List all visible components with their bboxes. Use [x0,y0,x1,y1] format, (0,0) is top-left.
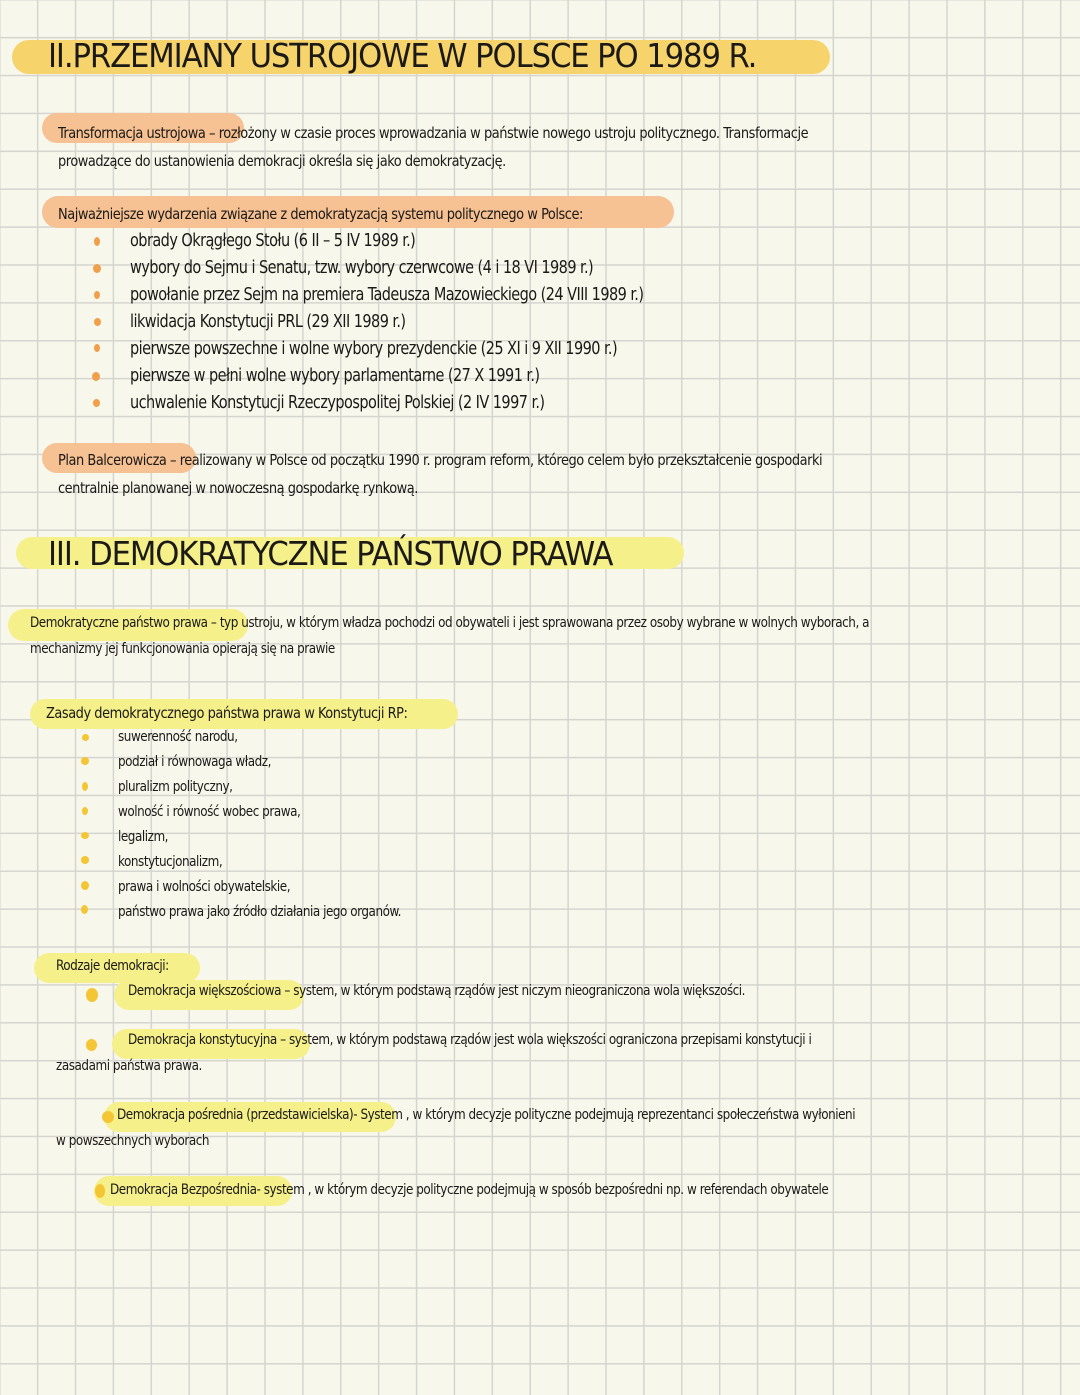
bullet-icon [94,344,100,352]
list-item: podział i równowaga władz, [118,754,271,770]
list-item: obrady Okrągłego Stołu (6 II – 5 IV 1989 r.) [130,231,416,251]
democracy-indirect-term: Demokracja pośrednia (przedstawicielska) [117,1107,354,1123]
democracy-indirect-line-2: w powszechnych wyborach [56,1133,210,1149]
democracy-majority-term: Demokracja większościowa [128,983,282,999]
democracy-indirect-line-1: Demokracja pośrednia (przedstawicielska)- System , w którym decyzje polityczne podejmują reprezentanci społeczeństwa wyłonieni [117,1107,856,1123]
bullet-icon [81,881,89,890]
transformacja-line-1: Transformacja ustrojowa – rozłożony w czasie proces wprowadzania w państwie nowego ustroju politycznego. Transformacje [58,124,809,142]
transformacja-term: Transformacja ustrojowa [58,124,206,142]
list-item: prawa i wolności obywatelskie, [118,879,291,895]
bullet-icon [81,856,89,864]
bullet-icon [92,372,100,381]
definition-line-2: mechanizmy jej funkcjonowania opierają się na prawie [30,641,335,657]
democracy-constitutional-term: Demokracja konstytucyjna [128,1032,277,1048]
democracy-constitutional-line-1: Demokracja konstytucyjna – system, w którym podstawą rządów jest wola większości ograniczona przepisami konstytucji i [128,1032,812,1048]
bullet-icon [95,1184,105,1198]
list-item: legalizm, [118,829,169,845]
balcerowicz-term: Plan Balcerowicza [58,451,167,469]
section-3-title: III. DEMOKRATYCZNE PAŃSTWO PRAWA [48,534,613,573]
section-2-title: II.PRZEMIANY USTROJOWE W POLSCE PO 1989 R. [48,36,757,75]
bullet-icon [86,988,98,1002]
list-item: uchwalenie Konstytucji Rzeczypospolitej Polskiej (2 IV 1997 r.) [130,393,545,413]
bullet-icon [81,905,88,914]
definition-term: Demokratyczne państwo prawa [30,615,208,631]
bullet-icon [94,291,100,299]
democracy-direct: Demokracja Bezpośrednia- system , w którym decyzje polityczne podejmują w sposób bezpośredni np. w referendach obywatele [110,1182,829,1198]
transformacja-line-2: prowadzące do ustanowienia demokracji określa się jako demokratyzację. [58,152,506,170]
bullet-icon [82,734,89,741]
events-heading: Najważniejsze wydarzenia związane z demokratyzacją systemu politycznego w Polsce: [58,205,583,223]
bullet-icon [94,237,100,246]
bullet-icon [93,399,100,407]
list-item: państwo prawa jako źródło działania jego organów. [118,904,401,920]
list-item: konstytucjonalizm, [118,854,223,870]
list-item: pierwsze w pełni wolne wybory parlamentarne (27 X 1991 r.) [130,366,540,386]
bullet-icon [82,807,88,815]
list-item: suwerenność narodu, [118,729,238,745]
bullet-icon [86,1039,97,1051]
bullet-icon [93,264,101,273]
bullet-icon [94,318,101,326]
bullet-icon [82,782,88,791]
list-item: pierwsze powszechne i wolne wybory prezydenckie (25 XI i 9 XII 1990 r.) [130,339,618,359]
list-item: likwidacja Konstytucji PRL (29 XII 1989 r.) [130,312,406,332]
principles-heading: Zasady demokratycznego państwa prawa w Konstytucji RP: [46,704,408,722]
bullet-icon [81,832,89,839]
list-item: wybory do Sejmu i Senatu, tzw. wybory czerwcowe (4 i 18 VI 1989 r.) [130,258,594,278]
list-item: powołanie przez Sejm na premiera Tadeusza Mazowieckiego (24 VIII 1989 r.) [130,285,644,305]
democracy-direct-term: Demokracja Bezpośrednia [110,1182,257,1198]
bullet-icon [81,757,89,765]
democracy-majority: Demokracja większościowa – system, w którym podstawą rządów jest niczym nieograniczona wola większości. [128,983,746,999]
list-item: wolność i równość wobec prawa, [118,804,301,820]
definition-line-1: Demokratyczne państwo prawa – typ ustroju, w którym władza pochodzi od obywateli i jest sprawowana przez osoby wybrane w wolnych wyborach, a [30,615,870,631]
democracy-constitutional-line-2: zasadami państwa prawa. [56,1058,202,1074]
list-item: pluralizm polityczny, [118,779,233,795]
balcerowicz-line-2: centralnie planowanej w nowoczesną gospodarkę rynkową. [58,479,418,497]
bullet-icon [102,1111,114,1123]
types-heading: Rodzaje demokracji: [56,958,169,974]
balcerowicz-line-1: Plan Balcerowicza – realizowany w Polsce od początku 1990 r. program reform, którego celem było przekształcenie gospodarki [58,451,823,469]
